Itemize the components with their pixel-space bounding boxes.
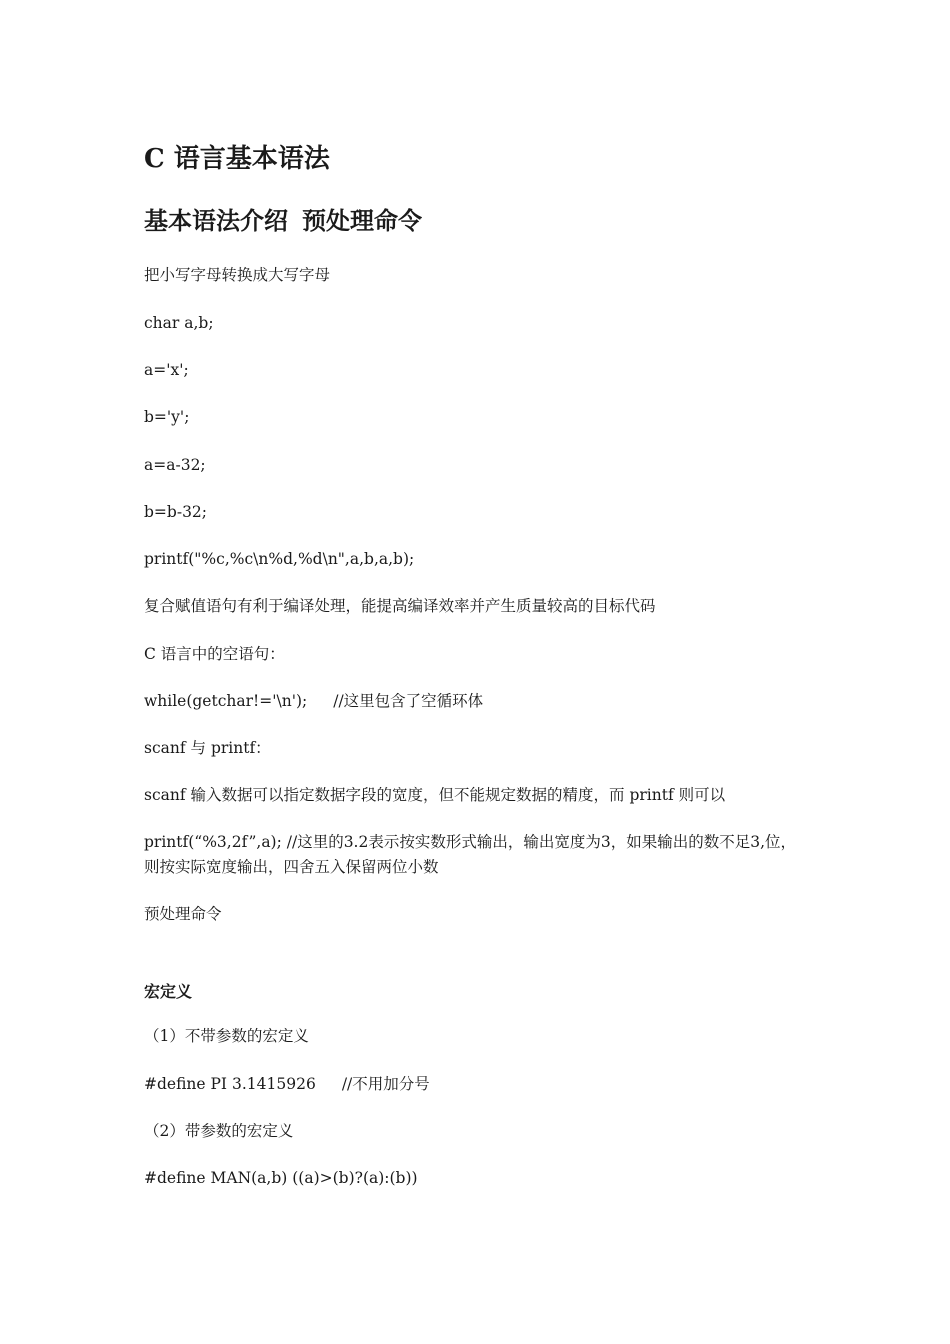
paragraph: 则按实际宽度输出，四舍五入保留两位小数 <box>144 858 439 876</box>
paragraph: printf(“%3,2f”,a); //这里的3.2表示按实数形式输出，输出宽度为3，如果输出的数不足3,位， <box>144 833 797 851</box>
subsection-heading: 宏定义 <box>144 982 193 1001</box>
paragraph: 复合赋值语句有利于编译处理，能提高编译效率并产生质量较高的目标代码 <box>144 597 656 615</box>
list-item: （1）不带参数的宏定义 <box>144 1027 309 1045</box>
code-line: a=a-32; <box>144 456 206 474</box>
section-heading-part-2: 预处理命令 <box>302 206 422 235</box>
page-title: C 语言基本语法 <box>144 144 330 174</box>
code-line: a='x'; <box>144 361 189 379</box>
code-text: while(getchar!='\n'); <box>144 692 308 710</box>
paragraph: 预处理命令 <box>144 905 222 923</box>
code-comment: //这里包含了空循环体 <box>333 692 484 710</box>
code-line: b='y'; <box>144 408 190 426</box>
paragraph-intro: 把小写字母转换成大写字母 <box>144 266 331 284</box>
paragraph: scanf 输入数据可以指定数据字段的宽度，但不能规定数据的精度，而 printf 则可以 <box>144 786 726 804</box>
list-item: （2）带参数的宏定义 <box>144 1122 294 1140</box>
paragraph: scanf 与 printf： <box>144 739 271 757</box>
code-line: char a,b; <box>144 314 214 332</box>
paragraph: C 语言中的空语句： <box>144 645 285 663</box>
code-line <box>144 1072 430 1097</box>
section-heading <box>144 201 422 236</box>
code-text: #define PI 3.1415926 <box>144 1075 316 1093</box>
code-line: printf("%c,%c\n%d,%d\n",a,b,a,b); <box>144 550 415 568</box>
code-line: #define MAN(a,b) ((a)>(b)?(a):(b)) <box>144 1169 418 1187</box>
code-comment: //不用加分号 <box>341 1075 430 1093</box>
section-heading-part-1: 基本语法介绍 <box>144 206 288 235</box>
code-line: b=b-32; <box>144 503 208 521</box>
code-line <box>144 689 483 714</box>
